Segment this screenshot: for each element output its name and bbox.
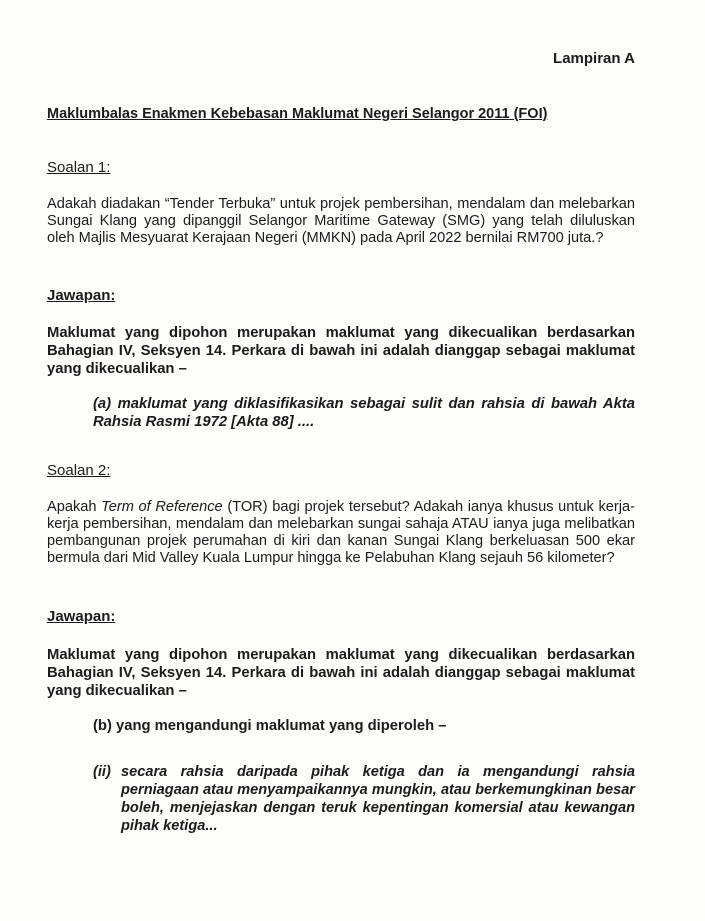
document-title: Maklumbalas Enakmen Kebebasan Maklumat Negeri Selangor 2011 (FOI) bbox=[47, 106, 548, 122]
question-2-text bbox=[47, 499, 635, 567]
question-2-text-before: Apakah bbox=[47, 499, 102, 515]
question-2-label: Soalan 2: bbox=[47, 462, 111, 479]
answer-2-label: Jawapan: bbox=[47, 608, 116, 625]
answer-2-clause-ii-marker: (ii) bbox=[93, 764, 111, 780]
answer-1-clause-text: maklumat yang diklasifikasikan sebagai sulit dan rahsia di bawah Akta Rahsia Rasmi 1972 [Akta 88] .... bbox=[93, 396, 635, 430]
answer-1-label: Jawapan: bbox=[47, 287, 116, 304]
answer-2-clause-ii bbox=[93, 763, 635, 835]
question-1-label-block bbox=[47, 159, 635, 177]
question-2-label-block bbox=[47, 462, 635, 480]
question-1-text: Adakah diadakan “Tender Terbuka” untuk projek pembersihan, mendalam dan melebarkan Sungai Klang yang dipanggil Selangor Maritime Gateway (SMG) yang telah diluluskan oleh Majlis Mesyuarat Kerajaan Negeri (MMKN) pada April 2022 bernilai RM700 juta.? bbox=[47, 196, 635, 246]
question-2-text-italic: Term of Reference bbox=[101, 499, 223, 515]
question-1-label: Soalan 1: bbox=[47, 159, 111, 176]
answer-1-clause-marker: (a) bbox=[93, 396, 112, 412]
answer-2-block bbox=[47, 646, 635, 700]
question-2-text-after: (TOR) bagi projek tersebut? Adakah ianya khusus untuk kerja-kerja pembersihan, mendalam dan melebarkan sungai sahaja ATAU ianya juga melibatkan pembangunan projek perumahan di kiri dan kanan Sungai Klang berkeluasan 500 ekar bermula dari Mid Valley Kuala Lumpur hingga ke Pelabuhan Klang sejauh 56 kilometer? bbox=[47, 499, 635, 566]
question-1-block bbox=[47, 196, 635, 247]
answer-2-label-block bbox=[47, 608, 635, 626]
answer-2-text: Maklumat yang dipohon merupakan maklumat yang dikecualikan berdasarkan Bahagian IV, Seksyen 14. Perkara di bawah ini adalah dianggap sebagai maklumat yang dikecualikan – bbox=[47, 647, 635, 699]
answer-2-clause-ii-text: secara rahsia daripada pihak ketiga dan ia mengandungi rahsia perniagaan atau menyampaikannya mungkin, atau berkemungkinan besar boleh, menjejaskan dengan teruk kepentingan komersial atau kewangan pihak ketiga... bbox=[121, 764, 635, 834]
annex-label: Lampiran A bbox=[553, 50, 635, 67]
question-2-block bbox=[47, 499, 635, 567]
answer-1-clause bbox=[93, 395, 635, 431]
answer-1-label-block bbox=[47, 287, 635, 305]
answer-1-block bbox=[47, 324, 635, 378]
answer-1-text: Maklumat yang dipohon merupakan maklumat yang dikecualikan berdasarkan Bahagian IV, Seksyen 14. Perkara di bawah ini adalah dianggap sebagai maklumat yang dikecualikan – bbox=[47, 325, 635, 377]
answer-2-clause-b: (b) yang mengandungi maklumat yang diperoleh – bbox=[93, 718, 447, 734]
